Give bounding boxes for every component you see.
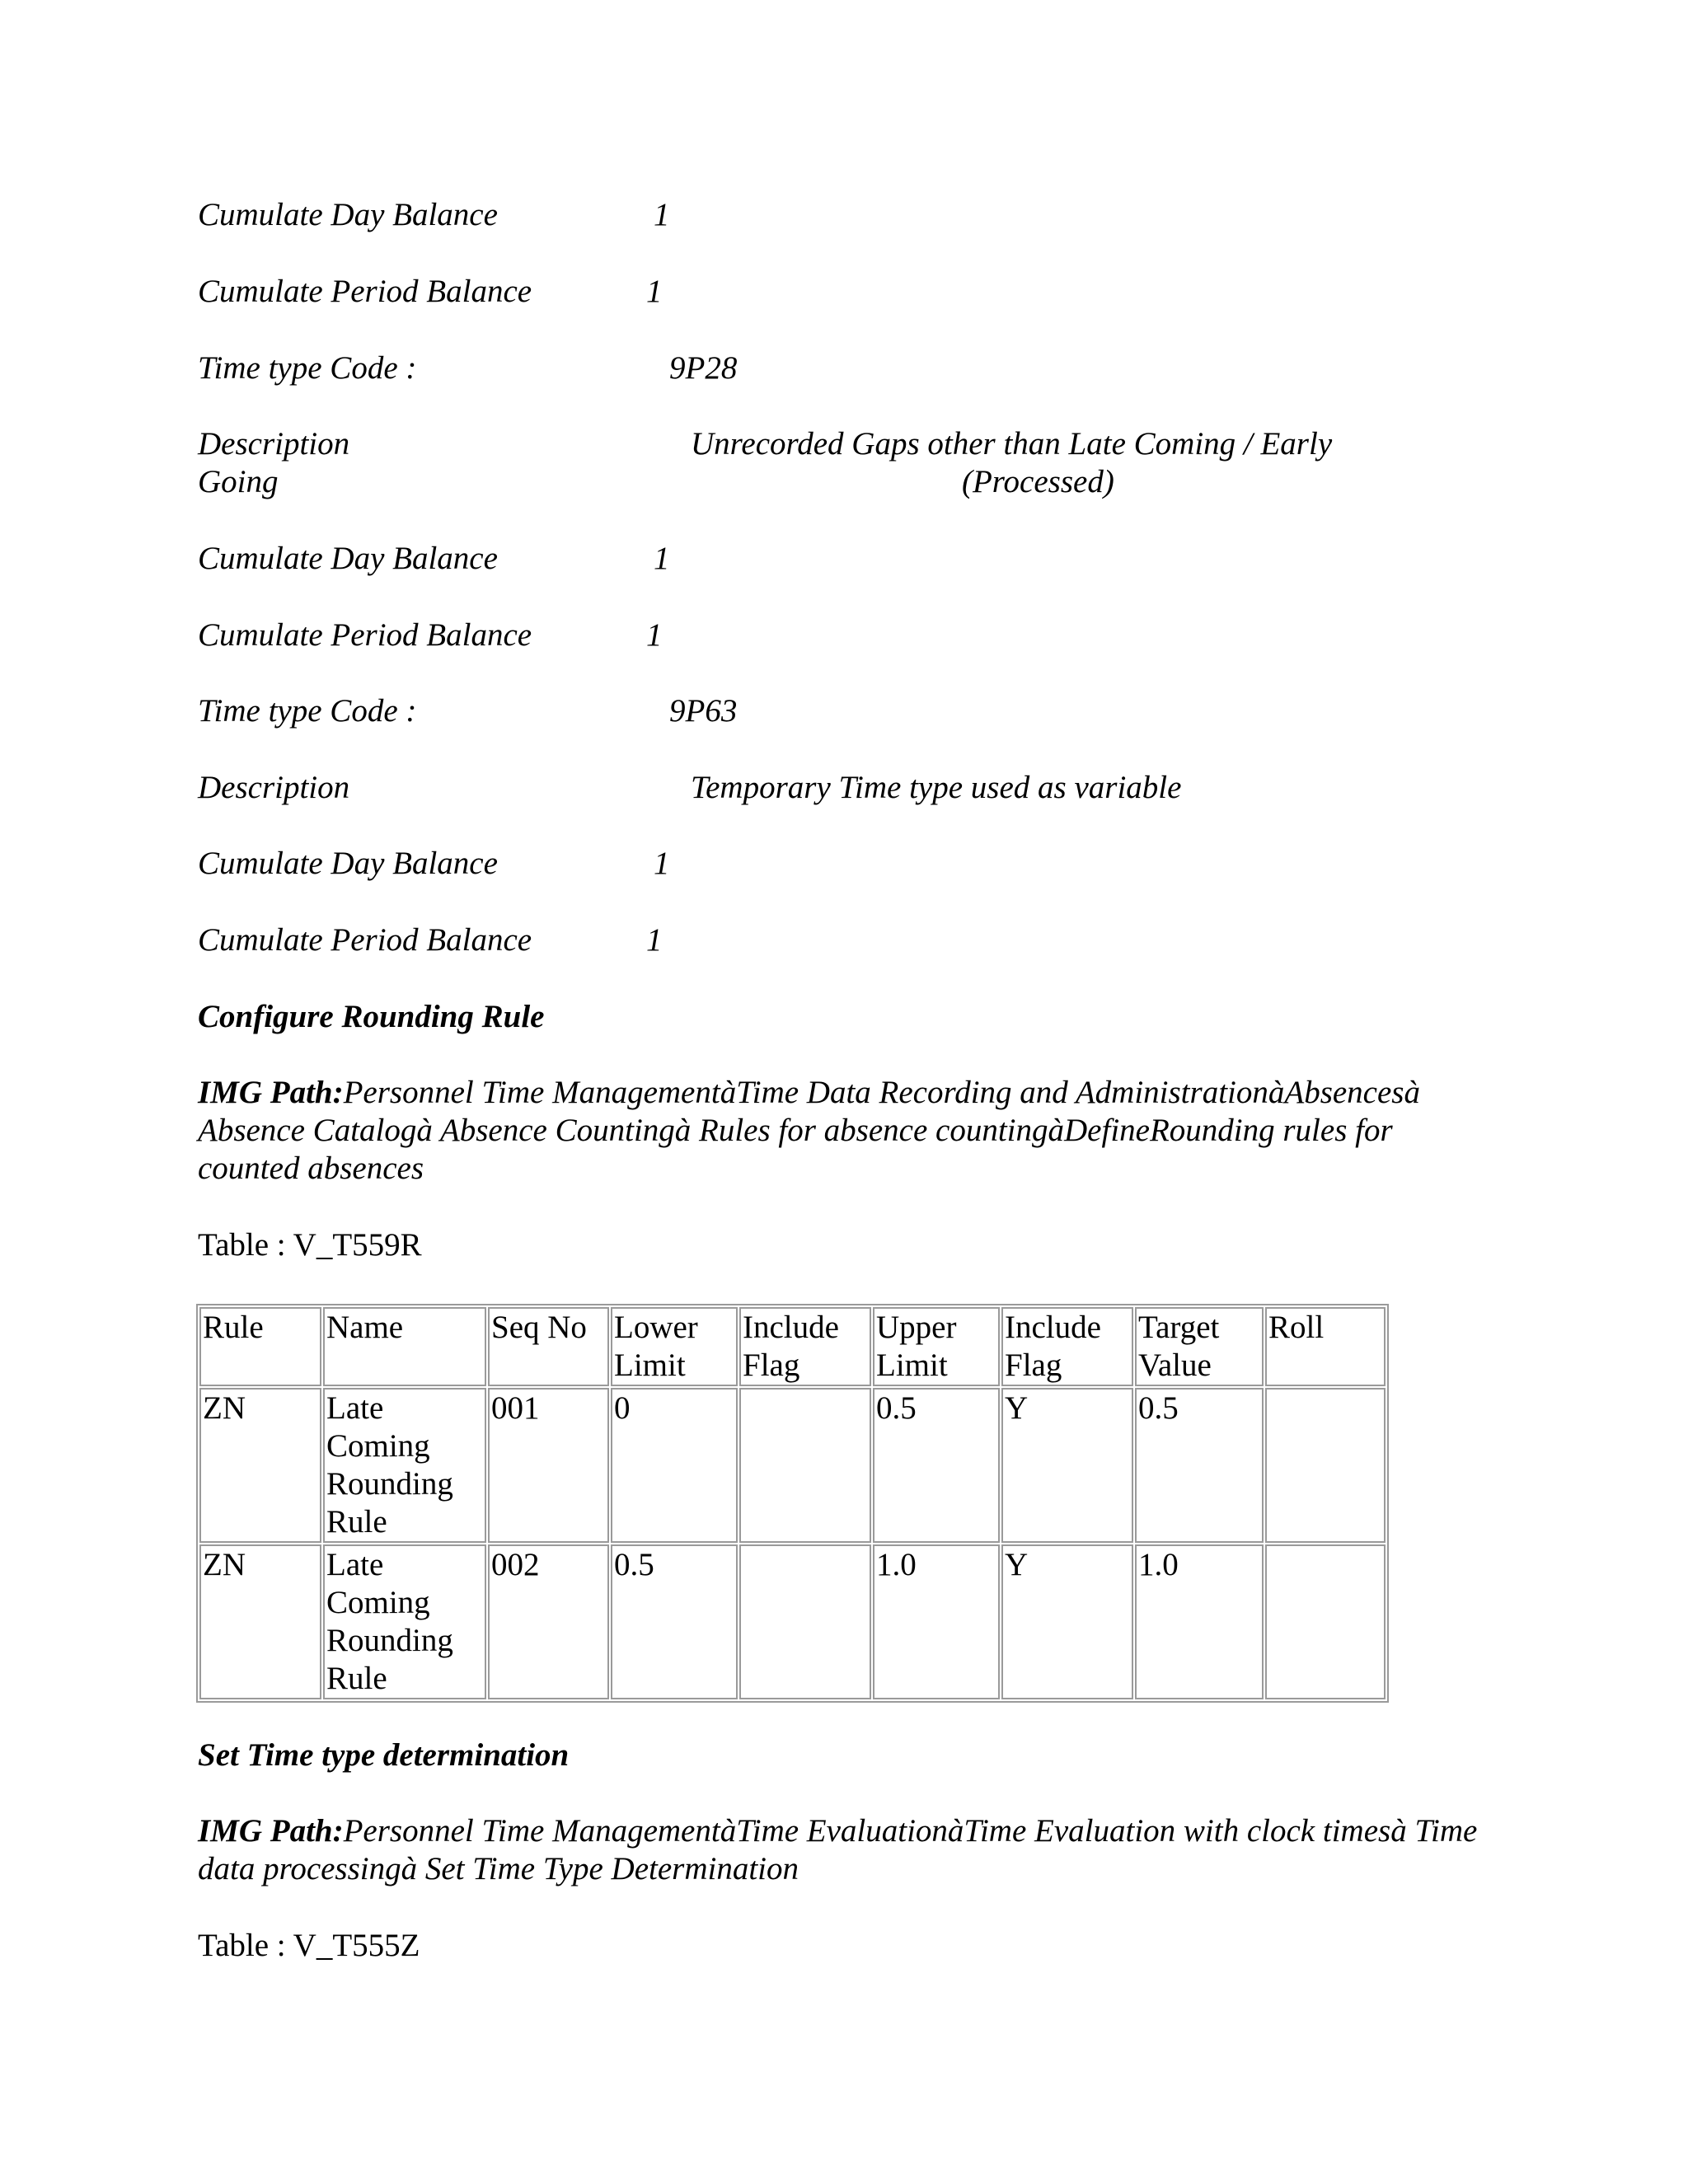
field-label: Cumulate Day Balance [198,197,498,232]
cell-target-value: 1.0 [1135,1544,1264,1699]
cell-roll [1265,1544,1386,1699]
field-value: Unrecorded Gaps other than Late Coming / Early [691,426,1333,462]
cell-rule: ZN [199,1388,321,1543]
img-path-text: Personnel Time ManagementàTime Data Recording and AdministrationàAbsencesà Absence Catalogà Absence Countingà Rules for absence countingàDefineRounding rules for counted absences [198,1075,1420,1186]
table-row [199,1388,1386,1543]
field-label: Description [198,770,350,805]
cell-seq-no: 002 [488,1544,609,1699]
cell-lower-limit: 0 [611,1388,738,1543]
header-cell-include-flag: Include Flag [1001,1307,1133,1386]
field-label: Cumulate Day Balance [198,846,498,881]
field-value-continuation: (Processed) [962,464,1114,499]
cell-upper-limit: 1.0 [873,1544,1000,1699]
field-label: Cumulate Period Balance [198,274,532,309]
table-label: Table : V_T559R [198,1227,422,1263]
field-value: 9P63 [669,693,738,729]
cell-include-flag: Y [1001,1544,1133,1699]
rounding-rule-table [196,1304,1389,1703]
cell-name: Late Coming Rounding Rule [323,1544,486,1699]
cell-name: Late Coming Rounding Rule [323,1388,486,1543]
img-path-paragraph [198,1812,1484,1888]
field-label: Description [198,426,350,462]
header-cell-rule: Rule [199,1307,321,1386]
field-label-continuation: Going [198,464,279,499]
field-value: 1 [654,541,670,576]
field-label: Cumulate Period Balance [198,922,532,958]
field-value: Temporary Time type used as variable [691,770,1182,805]
table-row [199,1544,1386,1699]
field-value: 1 [646,274,663,309]
img-path-label: IMG Path: [198,1813,344,1849]
img-path-label: IMG Path: [198,1075,344,1110]
img-path-text: Personnel Time ManagementàTime EvaluationàTime Evaluation with clock timesà Time data processingà Set Time Type Determination [198,1813,1478,1886]
field-value: 9P28 [669,350,738,386]
cell-seq-no: 001 [488,1388,609,1543]
field-value: 1 [646,617,663,653]
img-path-paragraph [198,1074,1484,1188]
section-heading: Configure Rounding Rule [198,999,545,1034]
field-value: 1 [654,197,670,232]
header-cell-target-value: Target Value [1135,1307,1264,1386]
field-label: Cumulate Day Balance [198,541,498,576]
cell-target-value: 0.5 [1135,1388,1264,1543]
header-cell-include-flag: Include Flag [739,1307,871,1386]
table-label: Table : V_T555Z [198,1928,420,1963]
table-header-row [199,1307,1386,1386]
header-cell-roll: Roll [1265,1307,1386,1386]
description-block [198,425,1368,501]
field-label: Cumulate Period Balance [198,617,532,653]
field-label: Time type Code : [198,693,417,729]
cell-include-flag: Y [1001,1388,1133,1543]
header-cell-name: Name [323,1307,486,1386]
cell-rule: ZN [199,1544,321,1699]
field-label: Time type Code : [198,350,417,386]
field-value: 1 [646,922,663,958]
section-heading: Set Time type determination [198,1737,570,1773]
header-cell-upper-limit: Upper Limit [873,1307,1000,1386]
cell-include-flag [739,1544,871,1699]
cell-upper-limit: 0.5 [873,1388,1000,1543]
header-cell-lower-limit: Lower Limit [611,1307,738,1386]
cell-lower-limit: 0.5 [611,1544,738,1699]
header-cell-seq-no: Seq No [488,1307,609,1386]
cell-roll [1265,1388,1386,1543]
cell-include-flag [739,1388,871,1543]
field-value: 1 [654,846,670,881]
